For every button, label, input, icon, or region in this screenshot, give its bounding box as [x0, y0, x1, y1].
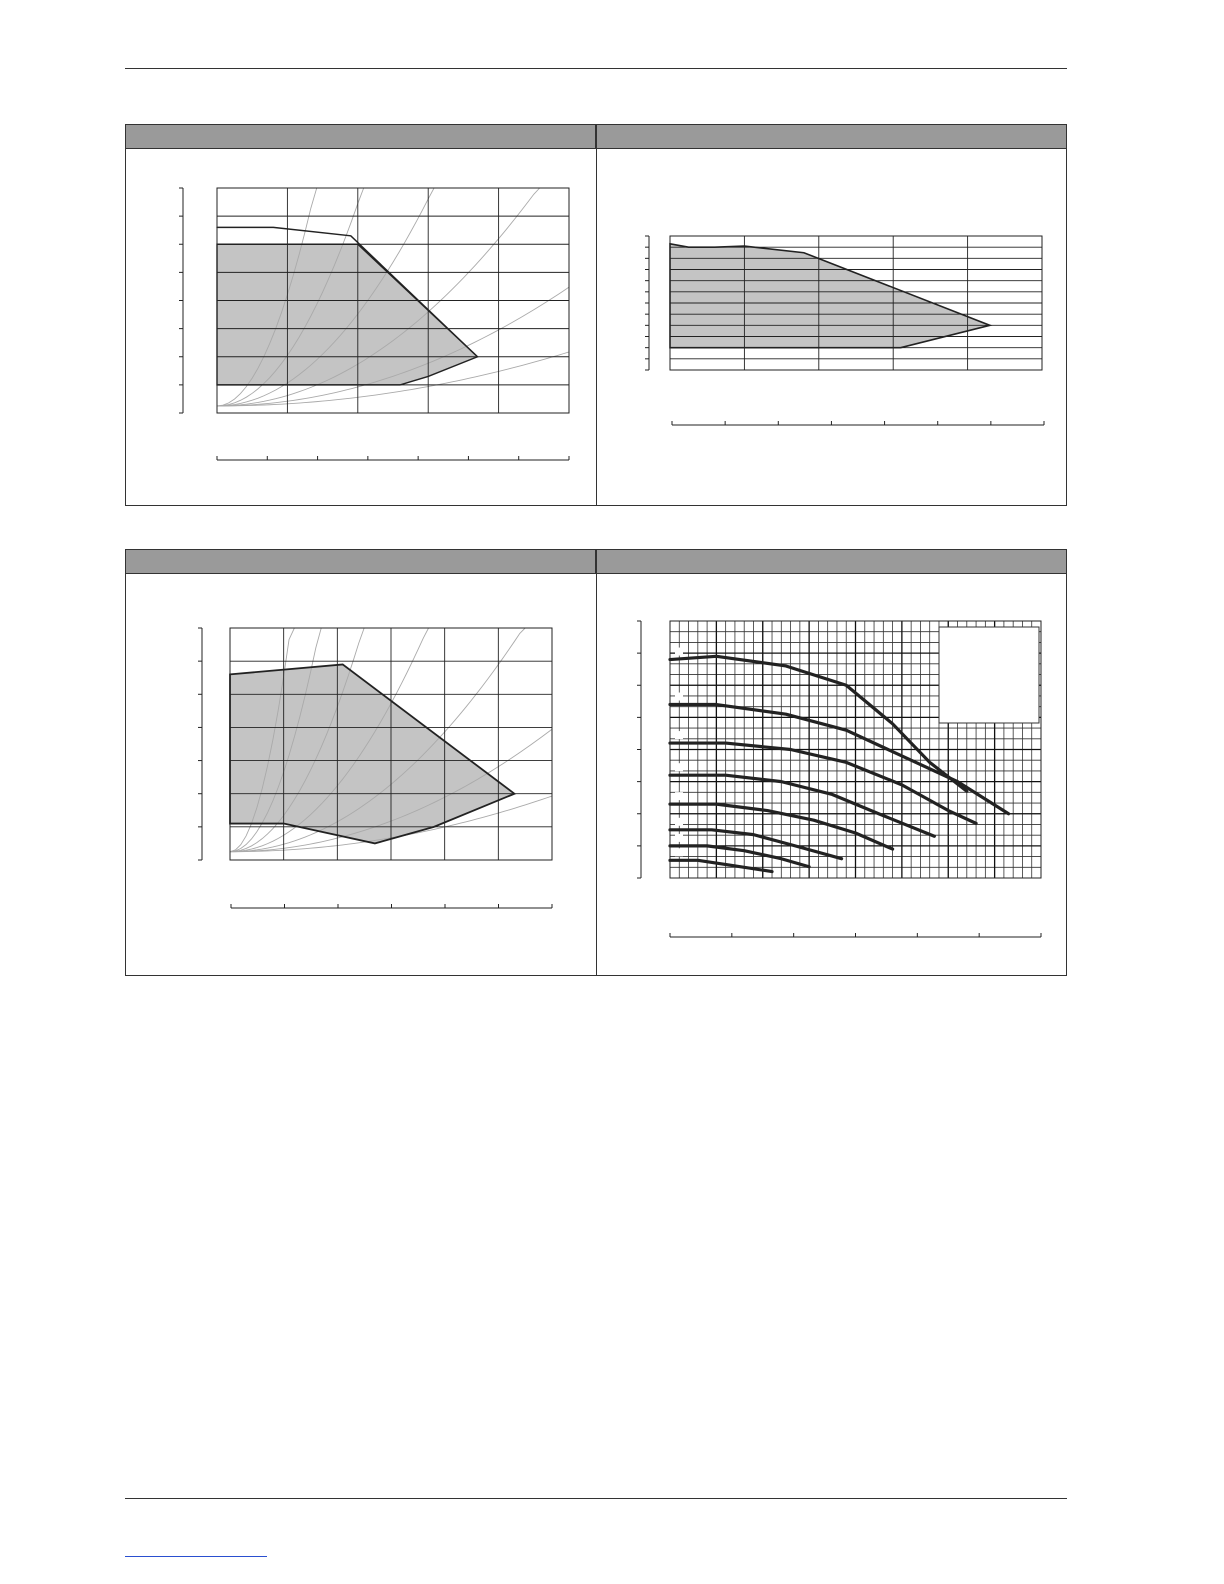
footer-link[interactable] — [125, 1556, 267, 1557]
chart-1 — [126, 149, 596, 505]
panel-table-bottom — [125, 549, 1067, 976]
chart-4 — [596, 574, 1066, 975]
curve-marker — [675, 763, 683, 771]
legend-box — [939, 627, 1039, 723]
panel-header-4 — [596, 550, 1066, 574]
curve-marker — [675, 834, 683, 842]
curve-marker — [675, 848, 683, 856]
panel-title-3 — [126, 556, 132, 568]
chart-3 — [126, 574, 596, 975]
top-rule — [125, 68, 1067, 69]
curve-marker — [675, 818, 683, 826]
panel-title-1 — [126, 131, 132, 143]
panel-table-top — [125, 124, 1067, 506]
panel-header-2 — [596, 125, 1066, 149]
bottom-rule — [125, 1498, 1067, 1499]
chart-2 — [596, 149, 1066, 505]
curve-marker — [675, 731, 683, 739]
curve-marker — [675, 693, 683, 701]
curve-marker — [675, 792, 683, 800]
panel-header-3 — [126, 550, 596, 574]
curve-marker — [675, 648, 683, 656]
panel-header-1 — [126, 125, 596, 149]
